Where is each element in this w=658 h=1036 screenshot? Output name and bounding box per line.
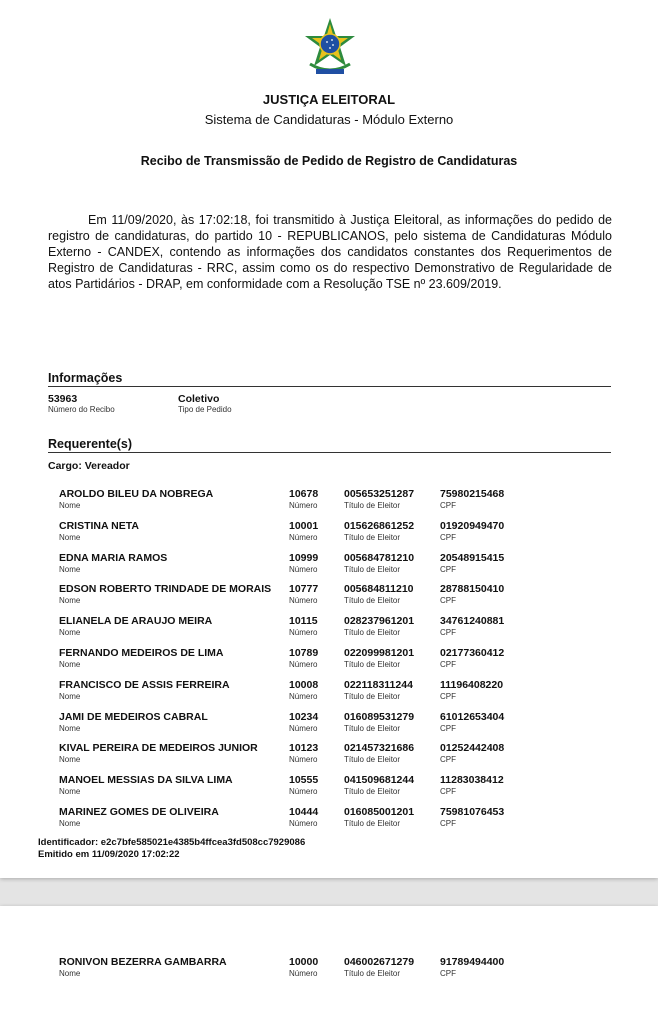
candidate-name: FRANCISCO DE ASSIS FERREIRA — [59, 678, 230, 691]
candidate-cpf-label: CPF — [440, 564, 456, 574]
info-heading: Informações — [48, 371, 123, 385]
candidate-name-label: Nome — [59, 723, 81, 733]
candidate-row — [0, 711, 658, 741]
candidate-number: 10678 — [289, 488, 319, 500]
candidate-cpf: 20548915415 — [440, 551, 505, 564]
candidate-voter-id: 015626861252 — [344, 519, 415, 532]
candidate-row — [0, 647, 658, 677]
candidate-name: EDSON ROBERTO TRINDADE DE MORAIS — [59, 583, 272, 596]
candidate-name-label: Nome — [59, 660, 81, 669]
candidate-number-label: Número — [289, 691, 318, 701]
candidate-cpf: 01252442408 — [440, 742, 505, 755]
candidate-row — [0, 742, 658, 772]
receipt-number-label: Número do Recibo — [48, 405, 115, 414]
candidate-name-label: Nome — [59, 755, 81, 765]
candidate-name: RONIVON BEZERRA GAMBARRA — [59, 956, 227, 968]
candidate-cpf: 11283038412 — [440, 774, 504, 787]
candidate-name: KIVAL PEREIRA DE MEDEIROS JUNIOR — [59, 742, 258, 755]
brazil-coat-of-arms-icon — [298, 14, 362, 78]
candidate-name: AROLDO BILEU DA NOBREGA — [59, 488, 214, 500]
org-title: JUSTIÇA ELEITORAL — [262, 92, 396, 107]
document-page-2 — [0, 906, 658, 1036]
candidate-number: 10999 — [289, 551, 319, 564]
candidate-row — [0, 583, 658, 613]
candidate-name: FERNANDO MEDEIROS DE LIMA — [59, 647, 224, 659]
candidate-number-label: Número — [289, 501, 318, 510]
candidate-number-label: Número — [289, 660, 318, 669]
candidate-number: 10234 — [289, 710, 319, 723]
requerentes-divider — [48, 452, 611, 453]
candidate-row — [0, 552, 658, 582]
candidate-number: 10123 — [289, 742, 319, 755]
receipt-number: 53963 — [48, 393, 78, 405]
candidate-cpf-label: CPF — [440, 787, 456, 797]
candidate-name-label: Nome — [59, 501, 81, 510]
candidate-number: 10789 — [289, 647, 319, 659]
candidate-number: 10115 — [289, 615, 318, 628]
candidate-voter-id-label: Título de Eleitor — [344, 501, 401, 510]
candidate-voter-id: 005684811210 — [344, 583, 414, 596]
candidate-cpf: 28788150410 — [440, 583, 505, 596]
candidate-number-label: Número — [289, 628, 318, 638]
candidate-number: 10000 — [289, 956, 319, 968]
candidate-cpf-label: CPF — [440, 819, 456, 828]
candidate-cpf: 11196408220 — [440, 678, 504, 691]
candidate-voter-id-label: Título de Eleitor — [344, 969, 401, 978]
candidate-row — [0, 956, 658, 986]
candidate-name-label: Nome — [59, 628, 81, 638]
candidate-cpf: 75981076453 — [440, 806, 505, 818]
document-title: Recibo de Transmissão de Pedido de Registro de Candidaturas — [140, 154, 518, 168]
candidate-cpf-label: CPF — [440, 596, 456, 606]
candidate-name: EDNA MARIA RAMOS — [59, 551, 168, 564]
candidate-voter-id-label: Título de Eleitor — [344, 691, 401, 701]
candidate-name: ELIANELA DE ARAUJO MEIRA — [59, 615, 213, 628]
candidate-name-label: Nome — [59, 819, 81, 828]
candidate-number: 10444 — [289, 806, 319, 818]
candidate-cpf: 61012653404 — [440, 710, 505, 723]
requerentes-heading: Requerente(s) — [48, 437, 133, 451]
candidate-cpf-label: CPF — [440, 969, 456, 978]
candidate-voter-id: 022118311244 — [344, 678, 413, 691]
candidate-number: 10555 — [289, 774, 319, 787]
candidate-number: 10001 — [289, 519, 319, 532]
candidate-voter-id-label: Título de Eleitor — [344, 596, 401, 606]
candidate-number-label: Número — [289, 596, 318, 606]
candidate-voter-id-label: Título de Eleitor — [344, 819, 401, 828]
candidate-number-label: Número — [289, 819, 318, 828]
candidate-cpf: 02177360412 — [440, 647, 505, 659]
candidate-voter-id: 005653251287 — [344, 488, 415, 500]
candidate-cpf: 91789494400 — [440, 956, 505, 968]
candidate-cpf-label: CPF — [440, 723, 456, 733]
candidate-voter-id-label: Título de Eleitor — [344, 755, 401, 765]
candidate-voter-id: 016089531279 — [344, 710, 415, 723]
candidate-voter-id: 028237961201 — [344, 615, 415, 628]
candidate-name: CRISTINA NETA — [59, 519, 139, 532]
info-divider — [48, 386, 611, 387]
candidate-cpf-label: CPF — [440, 628, 456, 638]
candidate-voter-id: 041509681244 — [344, 774, 415, 787]
candidate-number-label: Número — [289, 787, 318, 797]
candidate-voter-id-label: Título de Eleitor — [344, 787, 401, 797]
request-type-label: Tipo de Pedido — [178, 405, 232, 414]
transmission-text: Em 11/09/2020, às 17:02:18, foi transmitido à Justiça Eleitoral, as informações do pedido de registro de candidaturas, do partido 10 - REPUBLICANOS, pelo sistema de Candidaturas Módulo Externo - CANDEX, contendo as informações dos candidatos constantes dos Requerimentos de Registro de Candidaturas - RRC, assim como os do respectivo Demonstrativo de Regularidade de atos Partidários - DRAP, em conformidade com a Resolução TSE nº 23.609/2019. — [48, 213, 612, 291]
candidate-cpf-label: CPF — [440, 660, 456, 669]
candidate-voter-id: 022099981201 — [344, 647, 415, 659]
candidate-voter-id-label: Título de Eleitor — [344, 723, 401, 733]
candidate-voter-id-label: Título de Eleitor — [344, 628, 401, 638]
system-subtitle: Sistema de Candidaturas - Módulo Externo — [204, 112, 454, 127]
candidate-voter-id: 046002671279 — [344, 956, 415, 968]
candidate-name-label: Nome — [59, 596, 81, 606]
candidate-number-label: Número — [289, 532, 318, 542]
transmission-paragraph — [48, 212, 612, 292]
candidate-cpf: 34761240881 — [440, 615, 505, 628]
candidate-row — [0, 488, 658, 518]
candidate-name-label: Nome — [59, 787, 81, 797]
candidate-voter-id-label: Título de Eleitor — [344, 532, 401, 542]
candidate-row — [0, 806, 658, 836]
candidate-voter-id-label: Título de Eleitor — [344, 564, 401, 574]
candidate-name: MARINEZ GOMES DE OLIVEIRA — [59, 806, 219, 818]
candidate-name-label: Nome — [59, 564, 81, 574]
candidate-cpf-label: CPF — [440, 691, 456, 701]
candidate-number: 10777 — [289, 583, 319, 596]
candidate-voter-id: 005684781210 — [344, 551, 415, 564]
candidate-voter-id: 016085001201 — [344, 806, 415, 818]
candidate-cpf-label: CPF — [440, 755, 456, 765]
candidate-name-label: Nome — [59, 532, 81, 542]
candidate-number-label: Número — [289, 969, 318, 978]
emitted-text: Emitido em 11/09/2020 17:02:22 — [38, 849, 180, 860]
request-type: Coletivo — [178, 393, 220, 405]
candidate-voter-id-label: Título de Eleitor — [344, 660, 401, 669]
candidate-cpf-label: CPF — [440, 501, 456, 510]
candidate-number-label: Número — [289, 564, 318, 574]
candidate-name-label: Nome — [59, 969, 81, 978]
candidate-name: MANOEL MESSIAS DA SILVA LIMA — [59, 774, 233, 787]
candidate-row — [0, 615, 658, 645]
candidate-name-label: Nome — [59, 691, 81, 701]
candidate-name: JAMI DE MEDEIROS CABRAL — [59, 710, 208, 723]
candidate-cpf-label: CPF — [440, 532, 456, 542]
candidate-voter-id: 021457321686 — [344, 742, 415, 755]
candidate-row — [0, 520, 658, 550]
candidate-row — [0, 774, 658, 804]
identifier-text: Identificador: e2c7bfe585021e4385b4ffcea3fd508cc7929086 — [38, 837, 306, 848]
candidate-number-label: Número — [289, 723, 318, 733]
candidate-cpf: 01920949470 — [440, 519, 505, 532]
candidate-number: 10008 — [289, 678, 319, 691]
candidate-number-label: Número — [289, 755, 318, 765]
candidate-cpf: 75980215468 — [440, 488, 505, 500]
cargo-label: Cargo: Vereador — [48, 460, 130, 472]
candidate-row — [0, 679, 658, 709]
